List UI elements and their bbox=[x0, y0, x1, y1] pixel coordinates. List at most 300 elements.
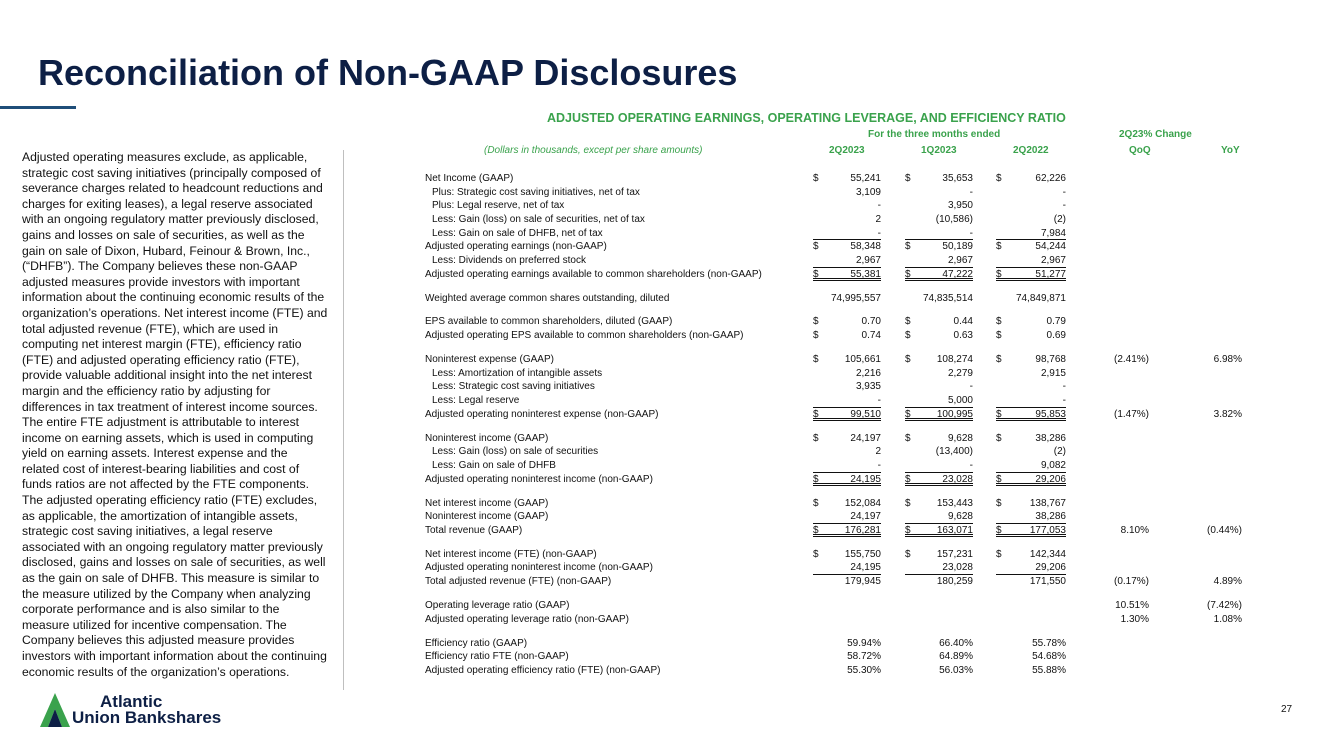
value-cell bbox=[905, 613, 973, 627]
cell-value: 54.68% bbox=[1032, 651, 1066, 663]
yoy-change: 1.08% bbox=[1213, 613, 1242, 625]
value-cell bbox=[813, 650, 881, 664]
cell-value: 108,274 bbox=[936, 354, 973, 366]
value-cell bbox=[813, 380, 881, 394]
cell-value: 3,109 bbox=[855, 186, 881, 198]
table-row bbox=[0, 664, 1333, 678]
cell-value: 66.40% bbox=[939, 637, 973, 649]
units-note: (Dollars in thousands, except per share amounts) bbox=[484, 145, 703, 156]
table-row bbox=[0, 172, 1333, 186]
cell-value: 0.74 bbox=[861, 330, 881, 342]
value-cell bbox=[813, 445, 881, 459]
value-cell bbox=[996, 172, 1066, 186]
cell-value: 62,226 bbox=[1035, 173, 1066, 184]
cell-value: 2,279 bbox=[947, 367, 973, 379]
cell-value: 157,231 bbox=[936, 548, 973, 560]
dollar-sign: $ bbox=[905, 548, 911, 560]
value-cell bbox=[996, 353, 1066, 367]
row-label: Net Income (GAAP) bbox=[425, 173, 514, 184]
table-row bbox=[0, 268, 1333, 282]
cell-value: 74,835,514 bbox=[922, 292, 973, 304]
value-cell bbox=[905, 510, 973, 524]
dollar-sign: $ bbox=[905, 316, 911, 328]
cell-value: 58,348 bbox=[850, 241, 881, 253]
dollar-sign: $ bbox=[996, 268, 1002, 280]
row-label: Less: Legal reserve bbox=[432, 395, 520, 406]
row-label: Net interest income (GAAP) bbox=[425, 497, 549, 509]
row-label: Total revenue (GAAP) bbox=[425, 524, 523, 536]
value-cell bbox=[813, 664, 881, 678]
cell-value: 180,259 bbox=[936, 576, 973, 588]
cell-value: 29,206 bbox=[1035, 473, 1066, 485]
cell-value: 176,281 bbox=[844, 524, 881, 536]
dollar-sign: $ bbox=[905, 524, 911, 536]
cell-value: 55,381 bbox=[850, 268, 881, 280]
table-row bbox=[0, 613, 1333, 627]
cell-value: 50,189 bbox=[942, 241, 973, 253]
column-header-yoy: YoY bbox=[1221, 145, 1240, 156]
dollar-sign: $ bbox=[996, 432, 1002, 444]
dollar-sign: $ bbox=[813, 173, 819, 184]
table-row bbox=[0, 240, 1333, 254]
value-cell bbox=[905, 213, 973, 227]
table-row bbox=[0, 227, 1333, 241]
cell-value: 2,967 bbox=[947, 254, 973, 266]
value-cell bbox=[996, 199, 1066, 213]
value-cell bbox=[996, 445, 1066, 459]
row-label: Less: Gain (loss) on sale of securities, net of tax bbox=[432, 213, 645, 225]
value-cell bbox=[996, 497, 1066, 511]
cell-value: 100,995 bbox=[936, 408, 973, 420]
table-row bbox=[0, 432, 1333, 446]
row-label: Adjusted operating noninterest income (non-GAAP) bbox=[425, 562, 653, 574]
qoq-change: 10.51% bbox=[1115, 600, 1149, 611]
dollar-sign: $ bbox=[813, 268, 819, 280]
dollar-sign: $ bbox=[905, 432, 911, 444]
dollar-sign: $ bbox=[905, 473, 911, 485]
value-cell bbox=[905, 227, 973, 241]
value-cell bbox=[813, 329, 881, 343]
row-label: Noninterest income (GAAP) bbox=[425, 432, 549, 444]
cell-value: 51,277 bbox=[1035, 268, 1066, 280]
table-row bbox=[0, 650, 1333, 664]
qoq-change: (1.47%) bbox=[1113, 408, 1149, 420]
qoq-change: 1.30% bbox=[1120, 613, 1149, 625]
dollar-sign: $ bbox=[813, 316, 819, 328]
qoq-change: 8.10% bbox=[1120, 524, 1149, 536]
value-cell bbox=[996, 473, 1066, 487]
cell-value: 105,661 bbox=[844, 354, 881, 366]
row-label: Efficiency ratio (GAAP) bbox=[425, 637, 528, 649]
yoy-change: 6.98% bbox=[1213, 354, 1242, 366]
cell-value: - bbox=[1062, 200, 1066, 212]
value-cell bbox=[996, 637, 1066, 651]
value-cell bbox=[905, 199, 973, 213]
value-cell bbox=[813, 227, 881, 241]
value-cell bbox=[996, 254, 1066, 268]
table-row bbox=[0, 548, 1333, 562]
value-cell bbox=[905, 268, 973, 282]
dollar-sign: $ bbox=[996, 408, 1002, 420]
cell-value: 23,028 bbox=[942, 562, 973, 574]
value-cell bbox=[905, 380, 973, 394]
value-cell bbox=[996, 650, 1066, 664]
cell-value: 2,967 bbox=[855, 254, 881, 266]
value-cell bbox=[813, 353, 881, 367]
cell-value: 142,344 bbox=[1029, 548, 1066, 560]
value-cell bbox=[813, 510, 881, 524]
cell-value: 74,849,871 bbox=[1015, 292, 1066, 304]
dollar-sign: $ bbox=[813, 432, 819, 444]
cell-value: 163,071 bbox=[936, 524, 973, 536]
value-cell bbox=[813, 186, 881, 200]
cell-value: 9,628 bbox=[947, 511, 973, 523]
logo-text-line1: Atlantic bbox=[100, 692, 163, 711]
yoy-change: (7.42%) bbox=[1206, 600, 1242, 611]
row-label: Operating leverage ratio (GAAP) bbox=[425, 600, 570, 611]
dollar-sign: $ bbox=[996, 173, 1002, 184]
cell-value: 0.63 bbox=[953, 330, 973, 342]
cell-value: 9,082 bbox=[1040, 459, 1066, 471]
row-label: Noninterest expense (GAAP) bbox=[425, 354, 554, 366]
value-cell bbox=[905, 254, 973, 268]
table-row bbox=[0, 599, 1333, 613]
cell-value: 2,967 bbox=[1040, 254, 1066, 266]
dollar-sign: $ bbox=[905, 354, 911, 366]
value-cell bbox=[905, 432, 973, 446]
value-cell bbox=[996, 561, 1066, 575]
row-label: Adjusted operating noninterest expense (non-GAAP) bbox=[425, 408, 659, 420]
value-cell bbox=[996, 315, 1066, 329]
column-header-2q2022: 2Q2022 bbox=[1013, 145, 1049, 156]
value-cell bbox=[905, 408, 973, 422]
cell-value: (2) bbox=[1053, 213, 1066, 225]
yoy-change: 4.89% bbox=[1213, 576, 1242, 588]
dollar-sign: $ bbox=[905, 241, 911, 253]
value-cell bbox=[813, 524, 881, 538]
value-cell bbox=[905, 524, 973, 538]
column-header-qoq: QoQ bbox=[1129, 145, 1151, 156]
cell-value: 138,767 bbox=[1029, 497, 1066, 509]
value-cell bbox=[996, 599, 1066, 613]
cell-value: - bbox=[969, 381, 973, 393]
page-title: Reconciliation of Non-GAAP Disclosures bbox=[38, 52, 738, 93]
value-cell bbox=[813, 172, 881, 186]
table-row bbox=[0, 561, 1333, 575]
value-cell bbox=[905, 445, 973, 459]
dollar-sign: $ bbox=[813, 241, 819, 253]
cell-value: 35,653 bbox=[942, 173, 973, 184]
value-cell bbox=[996, 664, 1066, 678]
dollar-sign: $ bbox=[996, 548, 1002, 560]
table-row bbox=[0, 575, 1333, 589]
value-cell bbox=[813, 199, 881, 213]
cell-value: 5,000 bbox=[947, 395, 973, 406]
cell-value: 54,244 bbox=[1035, 241, 1066, 253]
cell-value: - bbox=[969, 186, 973, 198]
value-cell bbox=[813, 432, 881, 446]
column-header-2q2023: 2Q2023 bbox=[829, 145, 865, 156]
table-row bbox=[0, 329, 1333, 343]
cell-value: 0.69 bbox=[1046, 330, 1066, 342]
row-label: Less: Gain on sale of DHFB, net of tax bbox=[432, 227, 603, 239]
cell-value: 0.44 bbox=[953, 316, 973, 328]
table-title: ADJUSTED OPERATING EARNINGS, OPERATING LEVERAGE, AND EFFICIENCY RATIO bbox=[547, 111, 1066, 125]
table-row bbox=[0, 473, 1333, 487]
value-cell bbox=[905, 292, 973, 306]
value-cell bbox=[996, 380, 1066, 394]
cell-value: - bbox=[1062, 381, 1066, 393]
value-cell bbox=[996, 548, 1066, 562]
dollar-sign: $ bbox=[813, 524, 819, 536]
value-cell bbox=[905, 394, 973, 408]
cell-value: 74,995,557 bbox=[830, 292, 881, 304]
row-label: Less: Amortization of intangible assets bbox=[432, 367, 603, 379]
value-cell bbox=[813, 473, 881, 487]
table-row bbox=[0, 186, 1333, 200]
cell-value: 24,197 bbox=[850, 511, 881, 523]
table-row bbox=[0, 459, 1333, 473]
row-label: Adjusted operating leverage ratio (non-GAAP) bbox=[425, 613, 630, 625]
period-header: For the three months ended bbox=[868, 129, 1001, 140]
value-cell bbox=[905, 497, 973, 511]
row-label: Adjusted operating EPS available to common shareholders (non-GAAP) bbox=[425, 330, 744, 342]
row-label: Net interest income (FTE) (non-GAAP) bbox=[425, 548, 597, 560]
cell-value: (10,586) bbox=[935, 213, 973, 225]
cell-value: 55,241 bbox=[850, 173, 881, 184]
cell-value: 47,222 bbox=[942, 268, 973, 280]
dollar-sign: $ bbox=[813, 408, 819, 420]
value-cell bbox=[905, 548, 973, 562]
cell-value: - bbox=[877, 200, 881, 212]
table-row bbox=[0, 445, 1333, 459]
value-cell bbox=[813, 637, 881, 651]
cell-value: 55.78% bbox=[1032, 637, 1066, 649]
cell-value: 179,945 bbox=[844, 576, 881, 588]
cell-value: (13,400) bbox=[935, 446, 973, 458]
cell-value: 2 bbox=[875, 213, 881, 225]
row-label: Adjusted operating efficiency ratio (FTE) (non-GAAP) bbox=[425, 664, 661, 676]
value-cell bbox=[905, 353, 973, 367]
value-cell bbox=[905, 172, 973, 186]
row-label: Adjusted operating earnings available to common shareholders (non-GAAP) bbox=[425, 268, 762, 280]
cell-value: - bbox=[1062, 186, 1066, 198]
dollar-sign: $ bbox=[996, 241, 1002, 253]
value-cell bbox=[813, 213, 881, 227]
value-cell bbox=[813, 292, 881, 306]
cell-value: 0.79 bbox=[1046, 316, 1066, 328]
cell-value: 7,984 bbox=[1040, 227, 1066, 239]
cell-value: 3,935 bbox=[855, 381, 881, 393]
table-row bbox=[0, 497, 1333, 511]
value-cell bbox=[996, 394, 1066, 408]
value-cell bbox=[813, 599, 881, 613]
value-cell bbox=[996, 240, 1066, 254]
dollar-sign: $ bbox=[813, 473, 819, 485]
cell-value: 153,443 bbox=[936, 497, 973, 509]
cell-value: 2,216 bbox=[855, 367, 881, 379]
value-cell bbox=[996, 510, 1066, 524]
table-row bbox=[0, 408, 1333, 422]
cell-value: 3,950 bbox=[947, 200, 973, 212]
row-label: Efficiency ratio FTE (non-GAAP) bbox=[425, 651, 569, 663]
table-row bbox=[0, 510, 1333, 524]
cell-value: (2) bbox=[1053, 446, 1066, 458]
dollar-sign: $ bbox=[813, 548, 819, 560]
cell-value: - bbox=[1062, 395, 1066, 406]
row-label: Less: Strategic cost saving initiatives bbox=[432, 381, 595, 393]
value-cell bbox=[905, 367, 973, 381]
value-cell bbox=[813, 459, 881, 473]
row-label: Noninterest income (GAAP) bbox=[425, 511, 549, 523]
value-cell bbox=[905, 459, 973, 473]
table-row bbox=[0, 524, 1333, 538]
table-row bbox=[0, 315, 1333, 329]
value-cell bbox=[813, 408, 881, 422]
title-underline bbox=[0, 106, 76, 109]
cell-value: 171,550 bbox=[1029, 576, 1066, 588]
value-cell bbox=[813, 561, 881, 575]
value-cell bbox=[996, 268, 1066, 282]
cell-value: 64.89% bbox=[939, 651, 973, 663]
value-cell bbox=[905, 664, 973, 678]
cell-value: 38,286 bbox=[1035, 511, 1066, 523]
dollar-sign: $ bbox=[813, 354, 819, 366]
dollar-sign: $ bbox=[905, 173, 911, 184]
dollar-sign: $ bbox=[996, 316, 1002, 328]
cell-value: 23,028 bbox=[942, 473, 973, 485]
value-cell bbox=[996, 575, 1066, 589]
page-number: 27 bbox=[1281, 704, 1293, 715]
value-cell bbox=[905, 650, 973, 664]
value-cell bbox=[905, 599, 973, 613]
value-cell bbox=[813, 548, 881, 562]
dollar-sign: $ bbox=[905, 268, 911, 280]
company-logo bbox=[40, 693, 221, 727]
table-row bbox=[0, 199, 1333, 213]
value-cell bbox=[996, 186, 1066, 200]
cell-value: 24,197 bbox=[850, 432, 881, 444]
value-cell bbox=[996, 329, 1066, 343]
value-cell bbox=[996, 367, 1066, 381]
dollar-sign: $ bbox=[996, 330, 1002, 342]
row-label: EPS available to common shareholders, diluted (GAAP) bbox=[425, 316, 673, 328]
value-cell bbox=[813, 367, 881, 381]
cell-value: - bbox=[969, 227, 973, 239]
value-cell bbox=[905, 240, 973, 254]
table-row bbox=[0, 254, 1333, 268]
value-cell bbox=[996, 227, 1066, 241]
value-cell bbox=[813, 394, 881, 408]
cell-value: - bbox=[877, 459, 881, 471]
cell-value: 55.30% bbox=[847, 664, 881, 676]
cell-value: 2 bbox=[875, 446, 881, 458]
table-row bbox=[0, 367, 1333, 381]
cell-value: - bbox=[877, 227, 881, 239]
cell-value: 95,853 bbox=[1035, 408, 1066, 420]
value-cell bbox=[813, 613, 881, 627]
dollar-sign: $ bbox=[905, 330, 911, 342]
value-cell bbox=[996, 613, 1066, 627]
row-label: Less: Dividends on preferred stock bbox=[432, 254, 586, 266]
value-cell bbox=[813, 240, 881, 254]
value-cell bbox=[813, 254, 881, 268]
dollar-sign: $ bbox=[996, 524, 1002, 536]
cell-value: 59.94% bbox=[847, 637, 881, 649]
value-cell bbox=[813, 497, 881, 511]
value-cell bbox=[996, 524, 1066, 538]
dollar-sign: $ bbox=[996, 497, 1002, 509]
dollar-sign: $ bbox=[996, 473, 1002, 485]
value-cell bbox=[905, 575, 973, 589]
table-row bbox=[0, 637, 1333, 651]
qoq-change: (2.41%) bbox=[1113, 354, 1149, 366]
value-cell bbox=[813, 315, 881, 329]
value-cell bbox=[996, 292, 1066, 306]
sidebar-description: Adjusted operating measures exclude, as applicable, strategic cost saving initiatives (principally composed of severance charges related to headcount reductions and charges for exiting leases), a legal reserve associated with an ongoing regulatory matter previously disclosed, gains and losses on sale of securities, as well as the gain on sale of Dixon, Hubard, Feinour & Brown, Inc., (“DHFB”). The Company believes these non-GAAP adjusted measures provide investors with important information about the continuing economic results of the organization’s operations. Net interest income (FTE) and total adjusted revenue (FTE), which are used in computing net interest margin (FTE), efficiency ratio (FTE) and adjusted operating efficiency ratio (FTE), provide valuable additional insight into the net interest margin and the efficiency ratio by adjusting for differences in tax treatment of interest income sources. The entire FTE adjustment is attributable to interest income on earning assets, which is used in computing yield on earning assets. Interest expense and the related cost of interest-bearing liabilities and cost of funds ratios are not affected by the FTE components. The adjusted operating efficiency ratio (FTE) excludes, as applicable, the amortization of intangible assets, strategic cost saving initiatives, a legal reserve associated with an ongoing regulatory matter previously disclosed, gains and losses on sale of securities, as well as the gain on sale of DHFB. This measure is similar to the measure utilized by the Company when analyzing corporate performance and is also similar to the measure utilized for incentive compensation. The Company believes this adjusted measure provides investors with important information about the continuing economic results of the organization’s operations. bbox=[22, 150, 328, 679]
value-cell bbox=[905, 473, 973, 487]
table-row bbox=[0, 353, 1333, 367]
cell-value: 55.88% bbox=[1032, 664, 1066, 676]
row-label: Total adjusted revenue (FTE) (non-GAAP) bbox=[425, 576, 612, 588]
cell-value: 24,195 bbox=[850, 473, 881, 485]
value-cell bbox=[996, 459, 1066, 473]
value-cell bbox=[905, 315, 973, 329]
row-label: Less: Gain (loss) on sale of securities bbox=[432, 446, 599, 458]
qoq-change: (0.17%) bbox=[1113, 576, 1149, 588]
row-label: Less: Gain on sale of DHFB bbox=[432, 459, 556, 471]
logo-text-line2: Union Bankshares bbox=[72, 708, 222, 727]
table-row bbox=[0, 394, 1333, 408]
cell-value: - bbox=[969, 459, 973, 471]
row-label: Weighted average common shares outstanding, diluted bbox=[425, 292, 670, 304]
yoy-change: (0.44%) bbox=[1206, 524, 1242, 536]
cell-value: 24,195 bbox=[850, 562, 881, 574]
cell-value: 177,053 bbox=[1029, 524, 1066, 536]
table-row bbox=[0, 213, 1333, 227]
dollar-sign: $ bbox=[813, 497, 819, 509]
value-cell bbox=[905, 637, 973, 651]
cell-value: 38,286 bbox=[1035, 432, 1066, 444]
table-row bbox=[0, 380, 1333, 394]
table-row bbox=[0, 292, 1333, 306]
dollar-sign: $ bbox=[905, 497, 911, 509]
column-header-1q2023: 1Q2023 bbox=[921, 145, 957, 156]
cell-value: 98,768 bbox=[1035, 354, 1066, 366]
cell-value: 2,915 bbox=[1040, 367, 1066, 379]
cell-value: - bbox=[877, 395, 881, 406]
cell-value: 29,206 bbox=[1035, 562, 1066, 574]
row-label: Plus: Strategic cost saving initiatives, net of tax bbox=[432, 186, 640, 198]
cell-value: 152,084 bbox=[844, 497, 881, 509]
cell-value: 9,628 bbox=[947, 432, 973, 444]
cell-value: 99,510 bbox=[850, 408, 881, 420]
row-label: Adjusted operating noninterest income (non-GAAP) bbox=[425, 473, 653, 485]
value-cell bbox=[905, 186, 973, 200]
value-cell bbox=[996, 408, 1066, 422]
value-cell bbox=[996, 432, 1066, 446]
cell-value: 155,750 bbox=[844, 548, 881, 560]
value-cell bbox=[813, 575, 881, 589]
value-cell bbox=[905, 561, 973, 575]
cell-value: 56.03% bbox=[939, 664, 973, 676]
row-label: Adjusted operating earnings (non-GAAP) bbox=[425, 241, 607, 253]
yoy-change: 3.82% bbox=[1213, 408, 1242, 420]
cell-value: 0.70 bbox=[861, 316, 881, 328]
logo-mark-icon bbox=[40, 693, 70, 727]
dollar-sign: $ bbox=[813, 330, 819, 342]
value-cell bbox=[813, 268, 881, 282]
